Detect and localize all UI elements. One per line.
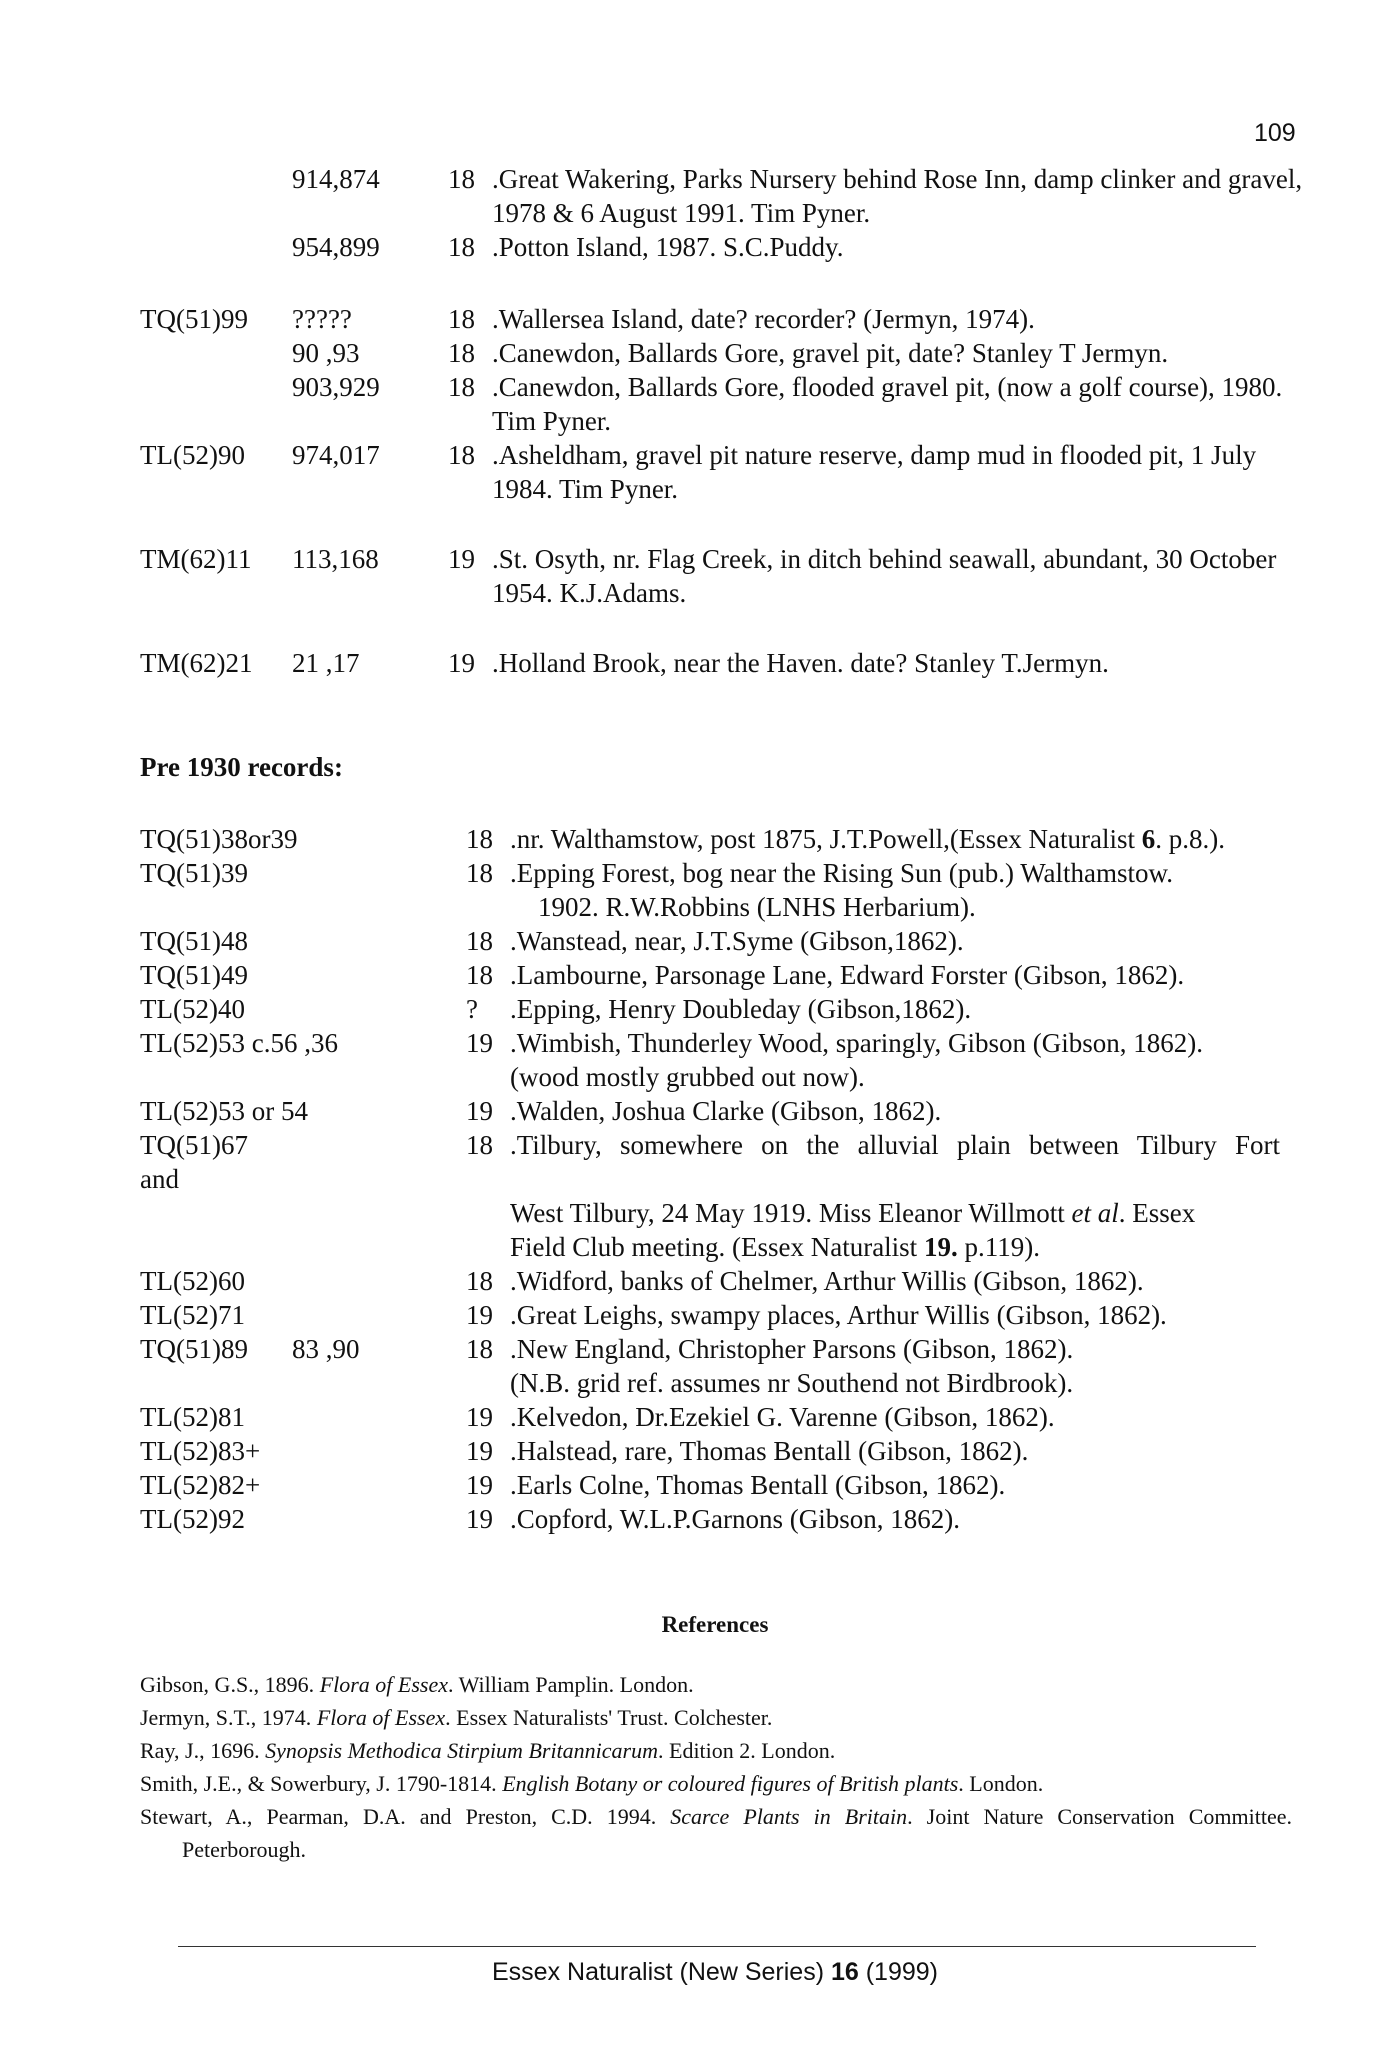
vice-county: 19 (466, 1096, 493, 1126)
record-text: .Canewdon, Ballards Gore, gravel pit, date? Stanley T Jermyn. (492, 338, 1169, 368)
grid-ref: ????? (292, 304, 352, 334)
record-text: .Widford, banks of Chelmer, Arthur Willis (Gibson, 1862). (510, 1266, 1144, 1296)
reference-item: Stewart, A., Pearman, D.A. and Preston, C.D. 1994. Scarce Plants in Britain. Joint Nature Conservation Committee. Peterborough. (140, 1804, 1292, 1862)
grid-square: TL(52)53 c.56 ,36 (140, 1028, 338, 1058)
record-text: .Wallersea Island, date? recorder? (Jermyn, 1974). (492, 304, 1035, 334)
grid-square: TQ(51)49 (140, 960, 248, 990)
grid-ref: 974,017 (292, 440, 380, 470)
grid-square: TQ(51)39 (140, 858, 248, 888)
grid-square: TQ(51)89 (140, 1334, 248, 1364)
reference-item: Gibson, G.S., 1896. Flora of Essex. William Pamplin. London. (140, 1672, 694, 1697)
record-text: .Tilbury, somewhere on the alluvial plain between Tilbury Fort (510, 1130, 1280, 1160)
references-heading: References (661, 1612, 769, 1637)
record-text: .St. Osyth, nr. Flag Creek, in ditch behind seawall, abundant, 30 October 1954. K.J.Adams. (492, 544, 1277, 608)
vice-county: 19 (448, 544, 475, 574)
record-text: .Copford, W.L.P.Garnons (Gibson, 1862). (510, 1504, 960, 1534)
vice-county: 18 (466, 858, 493, 888)
vice-county: 18 (448, 372, 475, 402)
grid-square: TL(52)53 or 54 (140, 1096, 308, 1126)
record-text: (N.B. grid ref. assumes nr Southend not Birdbrook). (510, 1368, 1074, 1398)
reference-item: Ray, J., 1696. Synopsis Methodica Stirpium Britannicarum. Edition 2. London. (140, 1738, 836, 1763)
record-text: .Potton Island, 1987. S.C.Puddy. (492, 232, 844, 262)
record-text: .New England, Christopher Parsons (Gibson, 1862). (510, 1334, 1074, 1364)
grid-square: TL(52)40 (140, 994, 245, 1024)
vice-county: 18 (448, 232, 475, 262)
record-text: .Halstead, rare, Thomas Bentall (Gibson, 1862). (510, 1436, 1029, 1466)
vice-county: 19 (466, 1504, 493, 1534)
vice-county: 18 (466, 960, 493, 990)
reference-item: Smith, J.E., & Sowerbury, J. 1790-1814. English Botany or coloured figures of British plants. London. (140, 1771, 1044, 1796)
record-text: .Lambourne, Parsonage Lane, Edward Forster (Gibson, 1862). (510, 960, 1185, 990)
record-text: .Earls Colne, Thomas Bentall (Gibson, 1862). (510, 1470, 1006, 1500)
record-text: West Tilbury, 24 May 1919. Miss Eleanor Willmott et al. Essex (510, 1198, 1196, 1228)
vice-county: 18 (466, 1130, 493, 1160)
grid-square: TQ(51)38or39 (140, 824, 298, 854)
grid-square: TQ(51)48 (140, 926, 248, 956)
vice-county: ? (466, 994, 478, 1024)
record-text: (wood mostly grubbed out now). (510, 1062, 865, 1092)
references-list (140, 1668, 1292, 1866)
vice-county: 18 (466, 824, 493, 854)
vice-county: 19 (466, 1470, 493, 1500)
grid-square: TL(52)90 (140, 440, 245, 470)
grid-ref: 914,874 (292, 164, 380, 194)
vice-county: 19 (448, 648, 475, 678)
record-text: Field Club meeting. (Essex Naturalist 19. p.119). (510, 1232, 1040, 1262)
grid-square: TL(52)92 (140, 1504, 245, 1534)
record-text: .nr. Walthamstow, post 1875, J.T.Powell,(Essex Naturalist 6. p.8.). (510, 824, 1226, 854)
grid-square: TM(62)11 (140, 544, 252, 574)
vice-county: 18 (466, 1266, 493, 1296)
grid-ref: 113,168 (292, 544, 379, 574)
grid-square: TL(52)60 (140, 1266, 245, 1296)
grid-square: TL(52)82+ (140, 1470, 261, 1500)
vice-county: 19 (466, 1300, 493, 1330)
record-text: .Walden, Joshua Clarke (Gibson, 1862). (510, 1096, 942, 1126)
vice-county: 18 (448, 164, 475, 194)
footer-divider (178, 1946, 1256, 1947)
page-number: 109 (1254, 119, 1296, 147)
record-text: .Canewdon, Ballards Gore, flooded gravel pit, (now a golf course), 1980. Tim Pyner. (492, 372, 1283, 436)
grid-ref: 90 ,93 (292, 338, 360, 368)
grid-square: TQ(51)67 (140, 1130, 248, 1160)
record-text: .Wimbish, Thunderley Wood, sparingly, Gibson (Gibson, 1862). (510, 1028, 1203, 1058)
vice-county: 18 (466, 1334, 493, 1364)
record-text: .Asheldham, gravel pit nature reserve, damp mud in flooded pit, 1 July 1984. Tim Pyner. (492, 440, 1257, 504)
record-text: .Holland Brook, near the Haven. date? Stanley T.Jermyn. (492, 648, 1109, 678)
record-text: .Epping Forest, bog near the Rising Sun (pub.) Walthamstow. (510, 858, 1174, 888)
grid-ref: 21 ,17 (292, 648, 360, 678)
record-text: 1902. R.W.Robbins (LNHS Herbarium). (538, 892, 976, 922)
vice-county: 19 (466, 1402, 493, 1432)
grid-ref: 903,929 (292, 372, 380, 402)
record-text: .Great Wakering, Parks Nursery behind Rose Inn, damp clinker and gravel, 1978 & 6 August 1991. Tim Pyner. (492, 164, 1303, 228)
record-text: .Epping, Henry Doubleday (Gibson,1862). (510, 994, 972, 1024)
grid-ref: 83 ,90 (292, 1334, 360, 1364)
grid-square: TQ(51)99 (140, 304, 248, 334)
vice-county: 18 (448, 304, 475, 334)
grid-ref: 954,899 (292, 232, 380, 262)
record-text: .Kelvedon, Dr.Ezekiel G. Varenne (Gibson, 1862). (510, 1402, 1055, 1432)
section-heading: Pre 1930 records: (140, 752, 343, 782)
vice-county: 18 (448, 338, 475, 368)
record-text: .Wanstead, near, J.T.Syme (Gibson,1862). (510, 926, 964, 956)
grid-square: TM(62)21 (140, 648, 253, 678)
grid-square: TL(52)83+ (140, 1436, 261, 1466)
journal-footer: Essex Naturalist (New Series) 16 (1999) (491, 1958, 938, 1986)
record-text: .Great Leighs, swampy places, Arthur Willis (Gibson, 1862). (510, 1300, 1167, 1330)
vice-county: 18 (448, 440, 475, 470)
vice-county: 18 (466, 926, 493, 956)
grid-square: TL(52)71 (140, 1300, 245, 1330)
vice-county: 19 (466, 1028, 493, 1058)
grid-square-continuation: and (140, 1164, 179, 1194)
grid-square: TL(52)81 (140, 1402, 245, 1432)
reference-item: Jermyn, S.T., 1974. Flora of Essex. Essex Naturalists' Trust. Colchester. (140, 1705, 773, 1730)
vice-county: 19 (466, 1436, 493, 1466)
